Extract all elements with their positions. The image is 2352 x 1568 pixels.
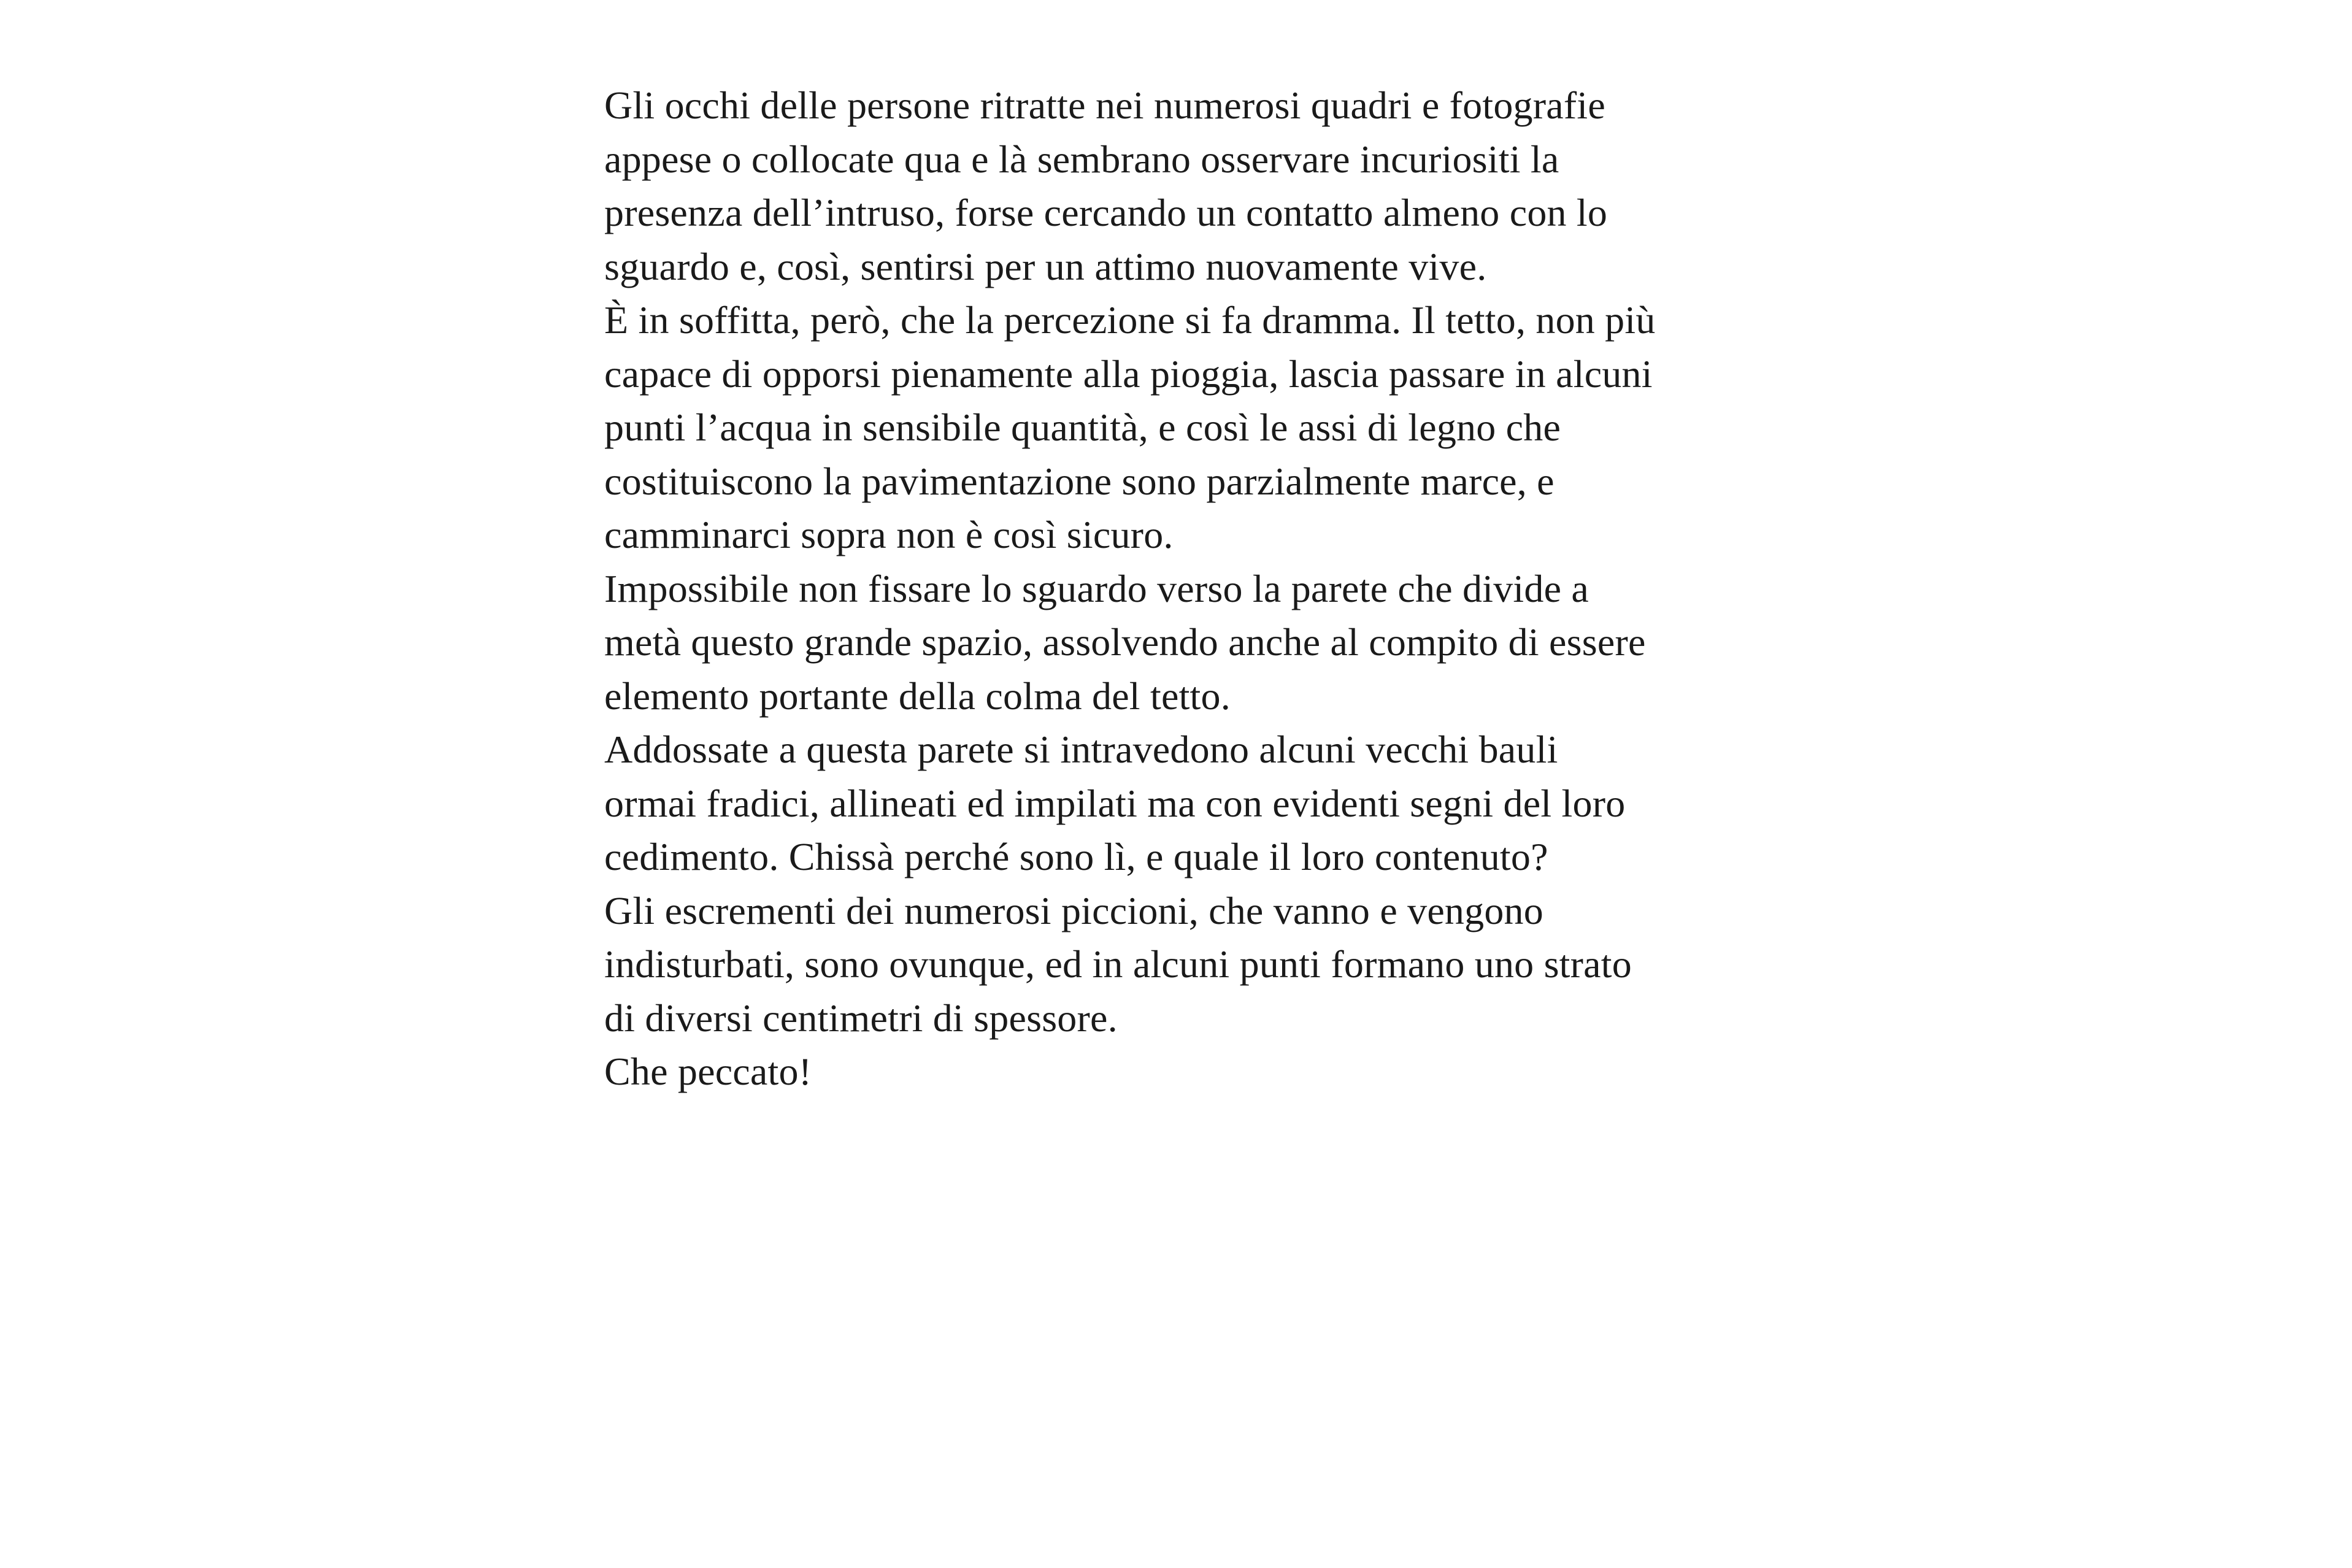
text-line: Che peccato!: [604, 1050, 812, 1093]
text-line: punti l’acqua in sensibile quantità, e così le assi di legno che: [604, 405, 1561, 449]
text-line: camminarci sopra non è così sicuro.: [604, 513, 1174, 556]
text-line: Gli escrementi dei numerosi piccioni, che vanno e vengono: [604, 888, 1543, 932]
text-line: cedimento. Chissà perché sono lì, e quale il loro contenuto?: [604, 835, 1548, 878]
text-line: ormai fradici, allineati ed impilati ma con evidenti segni del loro: [604, 781, 1626, 825]
text-line: di diversi centimetri di spessore.: [604, 996, 1118, 1040]
text-line: capace di opporsi pienamente alla pioggia, lascia passare in alcuni: [604, 352, 1653, 396]
text-line: sguardo e, così, sentirsi per un attimo nuovamente vive.: [604, 244, 1487, 288]
body-text: [604, 79, 1856, 1099]
text-line: Gli occhi delle persone ritratte nei numerosi quadri e fotografie: [604, 83, 1605, 127]
text-line: appese o collocate qua e là sembrano osservare incuriositi la: [604, 137, 1559, 181]
text-line: elemento portante della colma del tetto.: [604, 674, 1231, 718]
text-line: Addossate a questa parete si intravedono alcuni vecchi bauli: [604, 728, 1558, 771]
text-line: metà questo grande spazio, assolvendo anche al compito di essere: [604, 620, 1646, 664]
text-line: presenza dell’intruso, forse cercando un contatto almeno con lo: [604, 191, 1608, 234]
text-line: È in soffitta, però, che la percezione si fa dramma. Il tetto, non più: [604, 298, 1656, 342]
text-line: Impossibile non fissare lo sguardo verso la parete che divide a: [604, 566, 1589, 610]
text-line: costituiscono la pavimentazione sono parzialmente marce, e: [604, 459, 1555, 503]
text-line: indisturbati, sono ovunque, ed in alcuni punti formano uno strato: [604, 942, 1632, 986]
